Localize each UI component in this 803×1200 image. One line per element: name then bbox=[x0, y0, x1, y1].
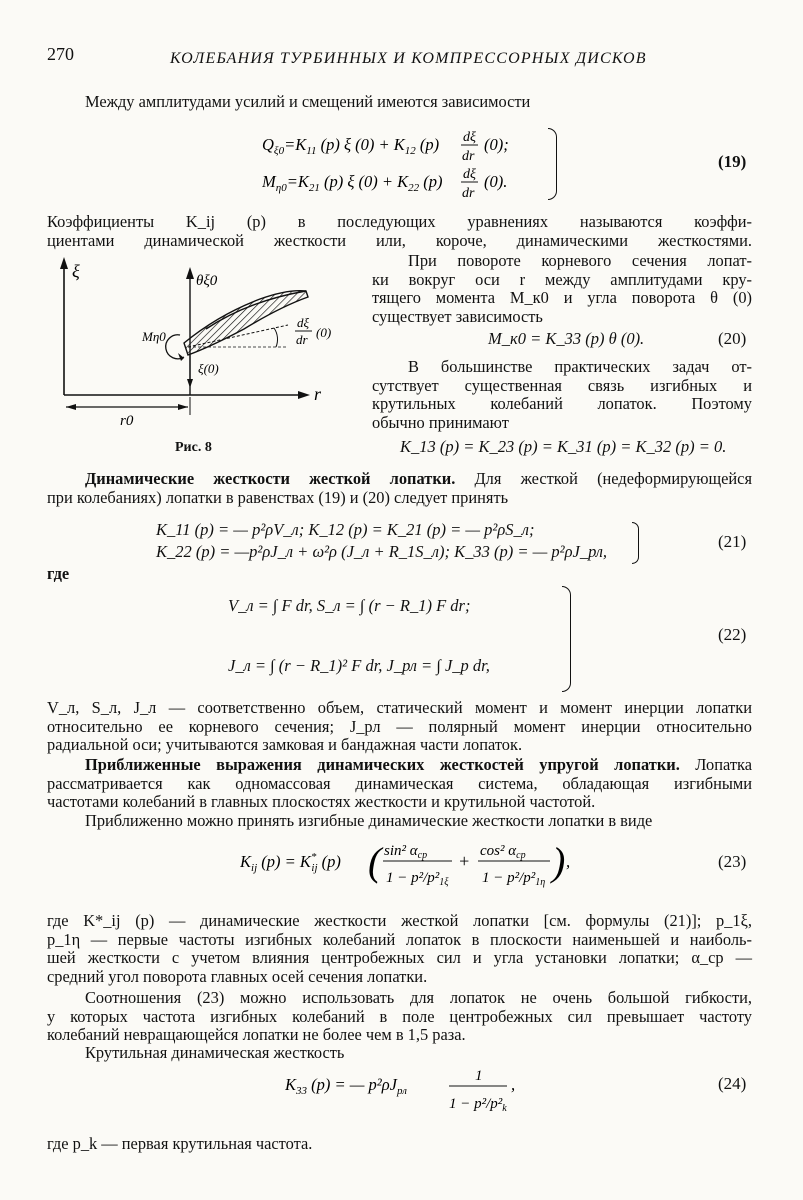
figure-label-xi: ξ bbox=[72, 261, 80, 281]
paragraph-line: крутильных колебаний лопаток. Поэтому bbox=[372, 394, 752, 413]
paragraph-torsional: Крутильная динамическая жесткость bbox=[85, 1043, 345, 1062]
paragraph-line: у которых частота изгибных колебаний в поле центробежных сил превышает частоту bbox=[47, 1006, 752, 1026]
equation-render bbox=[262, 165, 562, 199]
svg-text:sin² αср: sin² $\alpha_{ср}$ bbox=[384, 845, 428, 861]
svg-text:dξ: dξ bbox=[463, 167, 476, 182]
equation-brace bbox=[562, 586, 571, 692]
equation-24 bbox=[285, 1066, 545, 1135]
paragraph-text: Для жесткой (недеформирующейся bbox=[455, 469, 752, 488]
section-heading-rigid: Динамические жесткости жесткой лопатки. bbox=[85, 469, 456, 488]
moment-arc bbox=[166, 335, 184, 359]
svg-text:Mη0=K21 (p) ξ (0) + K22 (p): $M_{\eta 0}=K_{21}$ (p) ξ $(0) + K_{22}$ (p) bbox=[262, 172, 443, 194]
equation-number-20: (20) bbox=[718, 329, 747, 348]
svg-text:Kij (p) = K*ij (p): $K_{ij}$ (p) = K* ij (p) bbox=[240, 851, 341, 874]
paragraph-text: Между амплитудами усилий и смещений имеются зависимости bbox=[85, 92, 531, 111]
paragraph-line: p_1η — первые частоты изгибных колебаний лопаток в плоскости наименьшей и наиболь- bbox=[47, 929, 752, 949]
figure-label-dxi-num: dξ bbox=[297, 315, 310, 330]
equation-21-line-1: K_11 (p) = — p²ρV_л; K_12 (p) = K_21 (p) = — p²ρS_л; bbox=[156, 520, 535, 539]
svg-text:(: ( bbox=[368, 845, 382, 884]
paragraph-line: частотами колебаний в главных плоскостях жесткости и крутильной частотой. bbox=[47, 792, 596, 811]
paragraph-line: ки вокруг оси r между амплитудами кру- bbox=[372, 269, 752, 289]
svg-text:1: 1 bbox=[475, 1068, 483, 1084]
paragraph-definitions bbox=[47, 699, 752, 755]
paragraph-line: V_л, S_л, J_л — соответственно объем, статический момент и момент инерции лопатки bbox=[47, 698, 752, 717]
paragraph-line: рассматривается как одномассовая динамическая система, обладающая изгибными bbox=[47, 773, 752, 793]
paragraph-line: шей жесткости с учетом влияния центробежных сил и угла установки лопатки; α_ср — bbox=[47, 948, 752, 967]
paragraph-line: колебаний невращающейся лопатки не более чем в 1,5 раза. bbox=[47, 1025, 466, 1044]
svg-text:K33 (p) = — p²ρJрл: $K_{33}$ (p) = — $p^2\rho J_{рл}$ bbox=[285, 1075, 407, 1097]
svg-text:dr: dr bbox=[462, 149, 475, 162]
figure-label-dxi-den: dr bbox=[296, 332, 308, 347]
blade-diagram bbox=[38, 255, 358, 430]
figure-label-theta: θξ0 bbox=[196, 273, 218, 289]
paragraph-line: В большинстве практических задач от- bbox=[408, 357, 752, 376]
svg-text:1 − p²/p²1ξ: $1 - p^2/p^2_{1\xi}$ bbox=[386, 870, 449, 888]
equation-number-24: (24) bbox=[718, 1074, 747, 1093]
paragraph-practical bbox=[372, 358, 752, 432]
equation-22-line-1: V_л = ∫ F dr, S_л = ∫ (r − R_1) F dr; bbox=[228, 596, 471, 615]
figure-label-dxi-arg: (0) bbox=[316, 325, 332, 340]
paragraph-line: где K*_ij (p) — динамические жесткости жесткой лопатки [см. формулы (21)]; p_1ξ, bbox=[47, 911, 752, 930]
svg-text:(0);: (0); bbox=[484, 135, 509, 154]
paragraph-line: тящего момента M_к0 и угла поворота θ (0) bbox=[372, 288, 752, 307]
paragraph-line: существует зависимость bbox=[372, 306, 543, 326]
running-title: КОЛЕБАНИЯ ТУРБИННЫХ И КОМПРЕССОРНЫХ ДИСКОВ bbox=[170, 50, 647, 67]
paragraph-last: где p_k — первая крутильная частота. bbox=[47, 1134, 313, 1153]
equation-render bbox=[262, 128, 562, 162]
svg-text:1 − p²/p²k: $1 - p^2/p^2_k$ bbox=[449, 1096, 507, 1114]
paragraph-rotation bbox=[372, 252, 752, 326]
page-number: 270 bbox=[47, 44, 74, 64]
equation-22-line-2: J_л = ∫ (r − R_1)² F dr, J_рл = ∫ J_p dr, bbox=[228, 656, 490, 675]
paragraph-line: Соотношения (23) можно использовать для лопаток не очень большой гибкости, bbox=[85, 988, 752, 1007]
equation-20: M_к0 = K_33 (p) θ (0). bbox=[488, 329, 645, 348]
paragraph-line: обычно принимают bbox=[372, 412, 509, 432]
equation-brace bbox=[632, 522, 639, 564]
equation-19-line-2 bbox=[262, 165, 562, 204]
figure-label-r: r bbox=[314, 384, 322, 404]
label-where: где bbox=[47, 564, 70, 583]
equation-number-23: (23) bbox=[718, 852, 747, 871]
svg-text:(0).: (0). bbox=[484, 172, 508, 191]
svg-text:+: + bbox=[458, 851, 471, 871]
paragraph-bending: Приближенно можно принять изгибные динамические жесткости лопатки в виде bbox=[85, 811, 653, 830]
svg-text:cos² αср: cos² $\alpha_{ср}$ bbox=[480, 845, 526, 861]
paragraph-line: циентами динамической жесткости или, короче, динамическими жесткостями. bbox=[47, 230, 752, 250]
equation-23 bbox=[240, 845, 580, 910]
paragraph-text: Лопатка bbox=[679, 755, 752, 774]
paragraph-rigid-blade bbox=[47, 470, 752, 507]
svg-text:): ) bbox=[552, 845, 566, 884]
svg-text:Qξ0=K11 (p) ξ (0) + K12 (p): $Q_{\xi 0}=K_{11}$ (p) ξ $(0) + K_{12}$ (p) bbox=[262, 135, 440, 157]
svg-text:dξ: dξ bbox=[463, 130, 476, 145]
equation-render bbox=[285, 1066, 545, 1130]
paragraph-frequencies bbox=[47, 912, 752, 986]
figure-8 bbox=[38, 255, 358, 430]
figure-label-r0: r0 bbox=[120, 413, 134, 429]
blade-shape bbox=[184, 291, 308, 355]
equation-number-21: (21) bbox=[718, 532, 747, 551]
svg-text:,: , bbox=[566, 852, 571, 871]
figure-label-xi0: ξ(0) bbox=[198, 361, 219, 376]
paragraph-intro bbox=[85, 93, 530, 112]
equation-21-line-2: K_22 (p) = —p²ρJ_л + ω²ρ (J_л + R_1S_л); K_33 (p) = — p²ρJ_рл, bbox=[156, 542, 608, 561]
paragraph-applicability bbox=[47, 989, 752, 1045]
figure-label-moment: Mη0 bbox=[142, 329, 166, 344]
equation-zero-coupling: K_13 (p) = K_23 (p) = K_31 (p) = K_32 (p) = 0. bbox=[400, 437, 727, 456]
equation-24-text bbox=[0, 0, 1, 1]
equation-number-19: (19) bbox=[718, 152, 747, 171]
paragraph-elastic-blade bbox=[47, 756, 752, 812]
paragraph-line: средний угол поворота главных осей сечения лопатки. bbox=[47, 966, 428, 986]
section-heading-elastic: Приближенные выражения динамических жесткостей упругой лопатки. bbox=[85, 755, 680, 774]
paragraph-line: относительно ее корневого сечения; J_рл — полярный момент инерции относительно bbox=[47, 716, 752, 736]
paragraph-coefficients bbox=[47, 213, 752, 250]
svg-text:1 − p²/p²1η: $1 - p^2/p^2_{1\eta}$ bbox=[482, 870, 546, 888]
svg-text:,: , bbox=[511, 1075, 516, 1094]
equation-render bbox=[240, 845, 580, 905]
equation-brace bbox=[548, 128, 557, 200]
paragraph-line: При повороте корневого сечения лопат- bbox=[408, 251, 752, 270]
paragraph-line: Коэффициенты K_ij (p) в последующих уравнениях называются коэффи- bbox=[47, 212, 752, 231]
paragraph-line: сутствует существенная связь изгибных и bbox=[372, 375, 752, 395]
svg-text:dr: dr bbox=[462, 186, 475, 199]
paragraph-line: при колебаниях) лопатки в равенствах (19) и (20) следует принять bbox=[47, 487, 509, 507]
equation-number-22: (22) bbox=[718, 625, 747, 644]
figure-caption: Рис. 8 bbox=[175, 440, 212, 455]
paragraph-line: радиальной оси; учитываются замковая и бандажная части лопаток. bbox=[47, 735, 523, 754]
equation-19-line-1 bbox=[262, 128, 562, 167]
